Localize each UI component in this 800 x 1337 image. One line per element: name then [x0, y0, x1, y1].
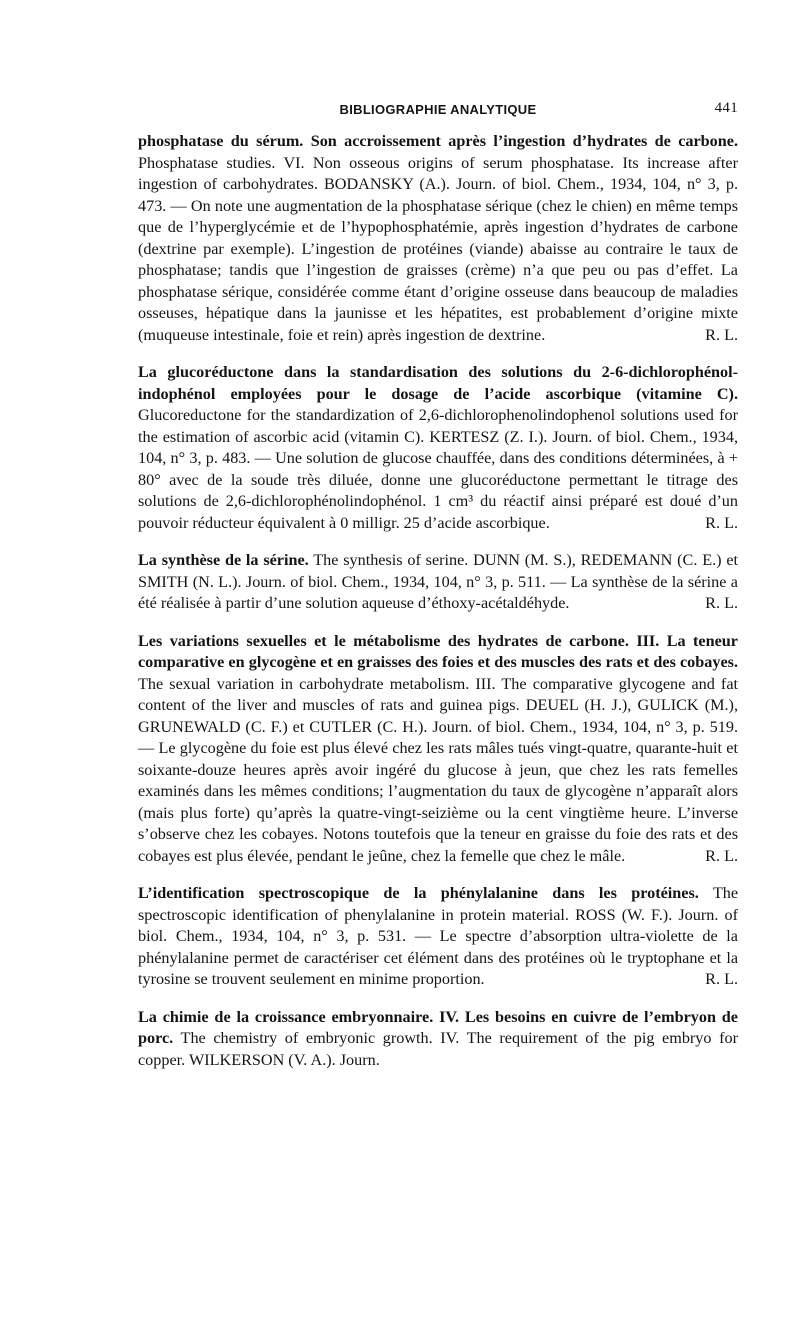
entry-title: La glucoréductone dans la standardisation des solutions du 2-6-dichlorophénol-indophénol employées pour le dosage de l’acide ascorbique (vitamine C).	[138, 363, 738, 403]
entry-title: phosphatase du sérum. Son accroissement après l’ingestion d’hydrates de carbone.	[138, 132, 738, 150]
entry-title: La synthèse de la sérine.	[138, 551, 309, 569]
entry-initials: R. L.	[705, 594, 738, 612]
entry-title: Les variations sexuelles et le métabolisme des hydrates de carbone. III. La teneur comparative en glycogène et en graisses des foies et des muscles des rats et des cobayes.	[138, 631, 738, 671]
bibliography-entry	[138, 550, 738, 615]
bibliography-entry	[138, 1007, 738, 1072]
entry-initials: R. L.	[705, 325, 738, 344]
entry-title: La chimie de la croissance embryonnaire. IV. Les besoins en cuivre de l’embryon de porc.	[138, 1007, 738, 1047]
page-number: 441	[714, 100, 738, 116]
running-title: BIBLIOGRAPHIE ANALYTIQUE	[339, 102, 537, 117]
bibliography-content	[138, 131, 738, 1087]
entry-initials: R. L.	[705, 970, 738, 988]
entry-body: Phosphatase studies. VI. Non osseous origins of serum phosphatase. Its increase after ingestion of carbohydrates. BODANSKY (A.). Journ. of biol. Chem., 1934, 104, n° 3, p. 473. — On note une augmentation de la phosphatase sérique (chez le chien) en même temps que de l’hyperglycémie et de l’hypophosphatémie, après ingestion d’hydrates de carbone (dextrine par exemple). L’ingestion de protéines (viande) abaisse au contraire le taux de phosphatase; tandis que l’ingestion de graisses (crème) n’a que peu ou pas d’effet. La phosphatase sérique, considérée comme étant d’origine osseuse dans beaucoup de maladies osseuses, hépatique dans la jaunisse et les hépatites, est probablement d’origine mixte (muqueuse intestinale, foie et rein) après ingestion de dextrine.	[138, 153, 738, 344]
entry-initials: R. L.	[705, 846, 738, 865]
bibliography-entry	[138, 883, 738, 991]
bibliography-entry	[138, 362, 738, 534]
entry-body: The synthesis of serine. DUNN (M. S.), REDEMANN (C. E.) et SMITH (N. L.). Journ. of biol. Chem., 1934, 104, n° 3, p. 511. — La synthèse de la sérine a été réalisée à partir d’une solution aqueuse d’éthoxy-acétaldéhyde.	[138, 551, 738, 612]
entry-initials: R. L.	[705, 513, 738, 532]
bibliography-entry	[138, 631, 738, 868]
entry-body: The chemistry of embryonic growth. IV. The requirement of the pig embryo for copper. WILKERSON (V. A.). Journ.	[138, 1029, 738, 1069]
entry-body: Glucoreductone for the standardization of 2,6-dichlorophenolindophenol solutions used for the estimation of ascorbic acid (vitamin C). KERTESZ (Z. I.). Journ. of biol. Chem., 1934, 104, n° 3, p. 483. — Une solution de glucose chauffée, dans des conditions déterminées, à + 80° avec de la soude très diluée, donne une glucoréductone permettant le titrage des solutions de 2,6-dichlorophénolindophénol. 1 cm³ du réactif ainsi préparé est doué d’un pouvoir réducteur équivalent à 0 milligr. 25 d’acide ascorbique.	[138, 406, 738, 532]
entry-body: The spectroscopic identification of phenylalanine in protein material. ROSS (W. F.). Journ. of biol. Chem., 1934, 104, n° 3, p. 531. — Le spectre d’absorption ultra-violette de la phénylalanine permet de caractériser cet élément dans des protéines où le tryptophane et la tyrosine se trouvent seulement en minime proportion.	[138, 884, 739, 988]
entry-body: The sexual variation in carbohydrate metabolism. III. The comparative glycogene and fat content of the liver and muscles of rats and guinea pigs. DEUEL (H. J.), GULICK (M.), GRUNEWALD (C. F.) et CUTLER (C. H.). Journ. of biol. Chem., 1934, 104, n° 3, p. 519. — Le glycogène du foie est plus élevé chez les rats mâles tués vingt-quatre, quarante-huit et soixante-douze heures après avoir ingéré du glucose à jeun, que chez les rats femelles examinés dans les mêmes conditions; l’augmentation du taux de glycogène n’apparaît alors (mais plus forte) qu’après la quatre-vingt-seizième ou la cent vingtième heure. L’inverse s’observe chez les cobayes. Notons toutefois que la teneur en graisse du foie des rats et des cobayes est plus élevée, pendant le jeûne, chez la femelle que chez le mâle.	[138, 674, 738, 865]
entry-title: L’identification spectroscopique de la phénylalanine dans les protéines.	[138, 884, 699, 902]
bibliography-entry	[138, 131, 738, 346]
